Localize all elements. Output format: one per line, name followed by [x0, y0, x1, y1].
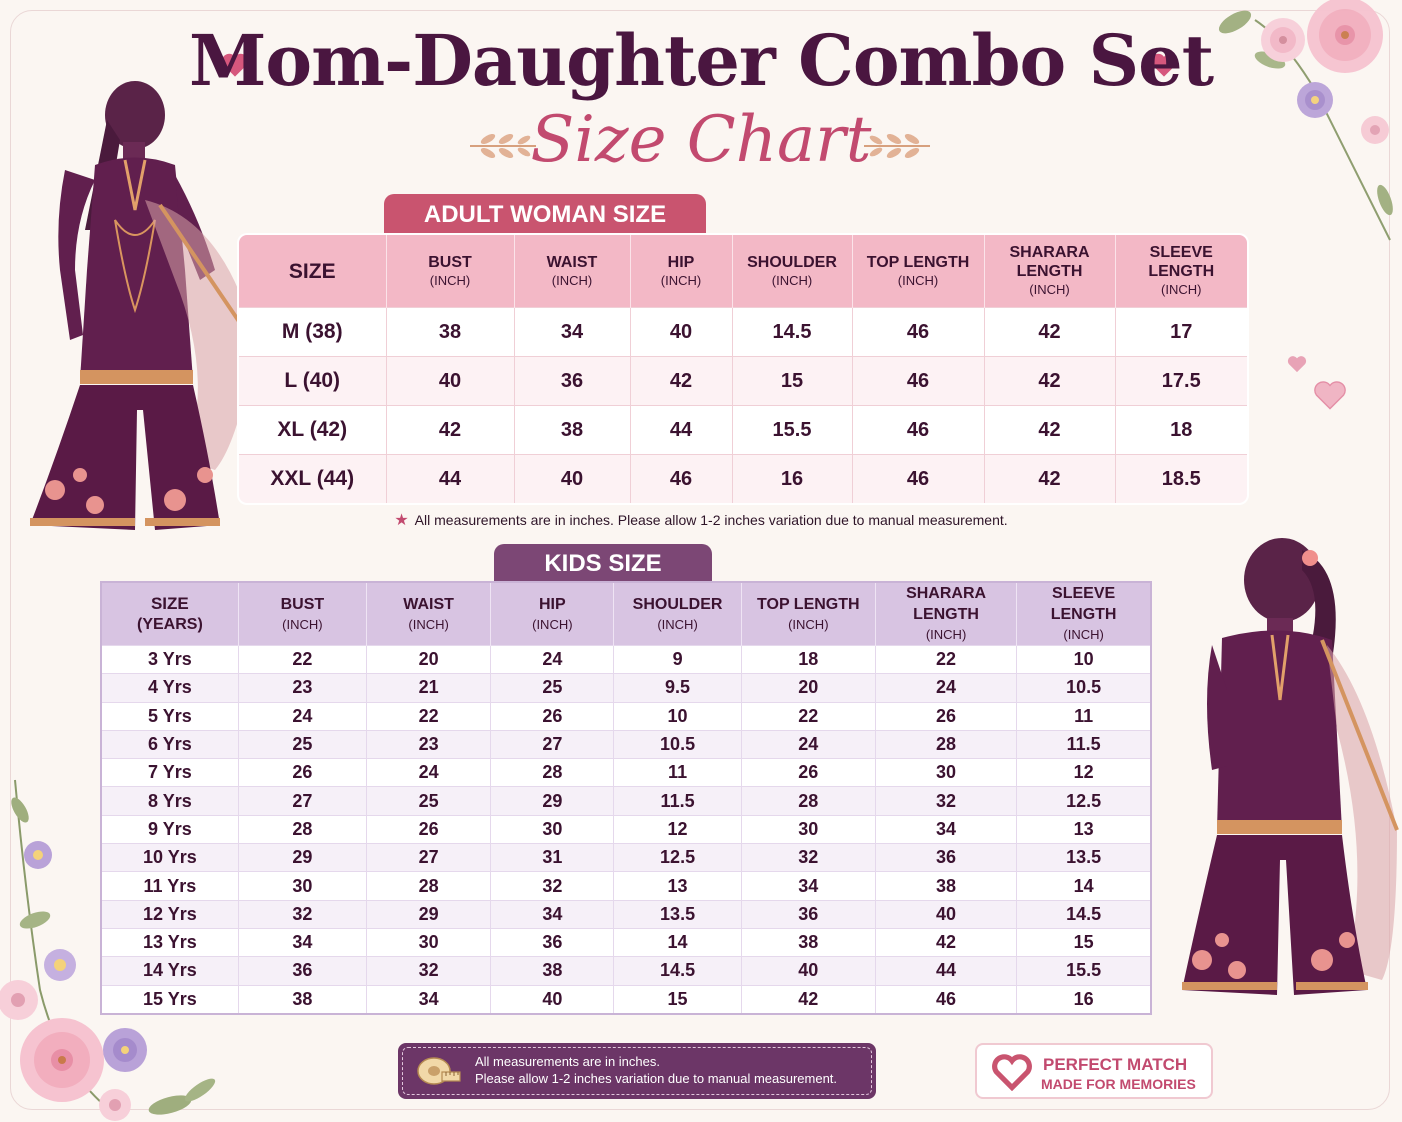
kids-size-cell: 11 Yrs [101, 872, 238, 900]
adult-value-cell: 46 [852, 357, 984, 406]
leaf-sprig-icon [468, 128, 538, 164]
kids-value-cell: 16 [1017, 985, 1151, 1014]
adult-value-cell: 17.5 [1115, 357, 1248, 406]
kids-value-cell: 26 [366, 815, 490, 843]
adult-value-cell: 42 [386, 406, 514, 455]
kids-size-cell: 6 Yrs [101, 730, 238, 758]
adult-section-label: ADULT WOMAN SIZE [384, 194, 706, 234]
badge-subtitle: MADE FOR MEMORIES [1041, 1076, 1196, 1092]
kids-value-cell: 40 [875, 900, 1016, 928]
kids-value-cell: 25 [491, 674, 614, 702]
adult-value-cell: 46 [852, 308, 984, 357]
adult-size-cell: XXL (44) [238, 455, 386, 505]
kids-value-cell: 11.5 [1017, 730, 1151, 758]
kids-value-cell: 14 [614, 928, 741, 956]
adult-value-cell: 42 [630, 357, 732, 406]
kids-size-cell: 5 Yrs [101, 702, 238, 730]
kids-value-cell: 42 [741, 985, 875, 1014]
kids-size-cell: 9 Yrs [101, 815, 238, 843]
kids-value-cell: 18 [741, 646, 875, 674]
adult-measurement-note: ★ All measurements are in inches. Please allow 1-2 inches variation due to manual measurement. [394, 512, 1008, 529]
adult-value-cell: 46 [852, 406, 984, 455]
kids-value-cell: 32 [238, 900, 366, 928]
kids-col-top-length: TOP LENGTH (INCH) [741, 582, 875, 646]
kids-value-cell: 15.5 [1017, 957, 1151, 985]
kids-value-cell: 15 [614, 985, 741, 1014]
adult-value-cell: 42 [984, 406, 1115, 455]
adult-value-cell: 40 [630, 308, 732, 357]
kids-size-cell: 8 Yrs [101, 787, 238, 815]
kids-value-cell: 14 [1017, 872, 1151, 900]
kids-value-cell: 27 [238, 787, 366, 815]
kids-value-cell: 28 [491, 759, 614, 787]
kids-value-cell: 32 [491, 872, 614, 900]
adult-col-sleeve-length: SLEEVE LENGTH (INCH) [1115, 234, 1248, 308]
kids-table-row [101, 702, 1151, 730]
kids-value-cell: 24 [238, 702, 366, 730]
kids-value-cell: 34 [238, 928, 366, 956]
kids-value-cell: 11 [1017, 702, 1151, 730]
kids-col-waist: WAIST (INCH) [366, 582, 490, 646]
kids-value-cell: 29 [491, 787, 614, 815]
adult-value-cell: 16 [732, 455, 852, 505]
kids-value-cell: 23 [366, 730, 490, 758]
kids-table-row [101, 759, 1151, 787]
kids-value-cell: 38 [741, 928, 875, 956]
kids-value-cell: 13 [614, 872, 741, 900]
kids-size-cell: 10 Yrs [101, 844, 238, 872]
kids-col-size: SIZE (YEARS) [101, 582, 238, 646]
kids-value-cell: 10 [614, 702, 741, 730]
kids-value-cell: 12 [1017, 759, 1151, 787]
kids-value-cell: 12.5 [614, 844, 741, 872]
kids-table-row [101, 787, 1151, 815]
adult-value-cell: 14.5 [732, 308, 852, 357]
kids-value-cell: 15 [1017, 928, 1151, 956]
kids-value-cell: 28 [238, 815, 366, 843]
girl-illustration [1172, 530, 1402, 1010]
kids-col-shoulder: SHOULDER (INCH) [614, 582, 741, 646]
kids-table-row [101, 844, 1151, 872]
kids-value-cell: 30 [741, 815, 875, 843]
kids-value-cell: 28 [875, 730, 1016, 758]
note-line-2: Please allow 1-2 inches variation due to manual measurement. [475, 1071, 838, 1086]
adult-col-sharara-length: SHARARA LENGTH (INCH) [984, 234, 1115, 308]
adult-value-cell: 38 [514, 406, 630, 455]
kids-value-cell: 27 [366, 844, 490, 872]
adult-size-cell: XL (42) [238, 406, 386, 455]
perfect-match-badge [975, 1043, 1213, 1099]
adult-col-shoulder: SHOULDER (INCH) [732, 234, 852, 308]
kids-col-bust: BUST (INCH) [238, 582, 366, 646]
kids-value-cell: 38 [491, 957, 614, 985]
kids-table-row [101, 730, 1151, 758]
adult-value-cell: 15.5 [732, 406, 852, 455]
kids-col-hip: HIP (INCH) [491, 582, 614, 646]
kids-value-cell: 42 [875, 928, 1016, 956]
kids-value-cell: 34 [741, 872, 875, 900]
kids-value-cell: 26 [238, 759, 366, 787]
adult-table-row [238, 308, 1248, 357]
kids-value-cell: 46 [875, 985, 1016, 1014]
kids-table-row [101, 872, 1151, 900]
kids-table-row [101, 674, 1151, 702]
kids-value-cell: 40 [741, 957, 875, 985]
kids-value-cell: 13 [1017, 815, 1151, 843]
kids-value-cell: 25 [366, 787, 490, 815]
adult-value-cell: 42 [984, 357, 1115, 406]
kids-value-cell: 12.5 [1017, 787, 1151, 815]
kids-value-cell: 22 [875, 646, 1016, 674]
kids-col-sharara-length: SHARARA LENGTH (INCH) [875, 582, 1016, 646]
kids-value-cell: 10.5 [614, 730, 741, 758]
kids-value-cell: 10.5 [1017, 674, 1151, 702]
kids-value-cell: 38 [238, 985, 366, 1014]
kids-value-cell: 24 [875, 674, 1016, 702]
kids-value-cell: 30 [875, 759, 1016, 787]
kids-value-cell: 14.5 [614, 957, 741, 985]
kids-value-cell: 30 [238, 872, 366, 900]
measuring-tape-icon [416, 1054, 462, 1088]
kids-table-row [101, 985, 1151, 1014]
adult-col-size: SIZE [238, 234, 386, 308]
heart-icon [991, 1053, 1033, 1091]
kids-value-cell: 32 [875, 787, 1016, 815]
kids-value-cell: 22 [366, 702, 490, 730]
kids-size-cell: 4 Yrs [101, 674, 238, 702]
kids-value-cell: 30 [491, 815, 614, 843]
adult-value-cell: 38 [386, 308, 514, 357]
star-icon: ★ [394, 512, 409, 529]
adult-value-cell: 18.5 [1115, 455, 1248, 505]
note-line-1: All measurements are in inches. [475, 1054, 660, 1069]
kids-value-cell: 11 [614, 759, 741, 787]
kids-value-cell: 12 [614, 815, 741, 843]
kids-size-cell: 13 Yrs [101, 928, 238, 956]
page-subtitle: Size Chart [530, 103, 872, 177]
kids-value-cell: 34 [366, 985, 490, 1014]
kids-size-cell: 14 Yrs [101, 957, 238, 985]
kids-value-cell: 36 [238, 957, 366, 985]
page-title: Mom-Daughter Combo Set [188, 19, 1214, 102]
adult-value-cell: 42 [984, 308, 1115, 357]
kids-size-cell: 12 Yrs [101, 900, 238, 928]
adult-value-cell: 42 [984, 455, 1115, 505]
kids-value-cell: 32 [366, 957, 490, 985]
adult-value-cell: 40 [514, 455, 630, 505]
kids-size-table [100, 581, 1152, 1015]
kids-value-cell: 36 [741, 900, 875, 928]
kids-value-cell: 26 [741, 759, 875, 787]
kids-value-cell: 44 [875, 957, 1016, 985]
kids-value-cell: 22 [238, 646, 366, 674]
kids-value-cell: 20 [741, 674, 875, 702]
adult-size-cell: L (40) [238, 357, 386, 406]
kids-value-cell: 34 [875, 815, 1016, 843]
kids-size-cell: 3 Yrs [101, 646, 238, 674]
adult-value-cell: 44 [386, 455, 514, 505]
kids-size-cell: 7 Yrs [101, 759, 238, 787]
adult-value-cell: 36 [514, 357, 630, 406]
kids-value-cell: 13.5 [1017, 844, 1151, 872]
kids-value-cell: 30 [366, 928, 490, 956]
adult-table-row [238, 357, 1248, 406]
kids-value-cell: 29 [366, 900, 490, 928]
measurement-note-banner [398, 1043, 876, 1099]
adult-value-cell: 18 [1115, 406, 1248, 455]
kids-table-row [101, 957, 1151, 985]
kids-value-cell: 27 [491, 730, 614, 758]
adult-size-cell: M (38) [238, 308, 386, 357]
kids-section-label: KIDS SIZE [494, 544, 712, 582]
adult-table-row [238, 455, 1248, 505]
kids-table-row [101, 815, 1151, 843]
adult-col-top-length: TOP LENGTH (INCH) [852, 234, 984, 308]
adult-col-waist: WAIST (INCH) [514, 234, 630, 308]
adult-value-cell: 46 [630, 455, 732, 505]
adult-value-cell: 15 [732, 357, 852, 406]
adult-table-row [238, 406, 1248, 455]
adult-value-cell: 46 [852, 455, 984, 505]
adult-value-cell: 17 [1115, 308, 1248, 357]
kids-size-cell: 15 Yrs [101, 985, 238, 1014]
kids-value-cell: 34 [491, 900, 614, 928]
kids-value-cell: 31 [491, 844, 614, 872]
kids-value-cell: 25 [238, 730, 366, 758]
kids-col-sleeve-length: SLEEVE LENGTH (INCH) [1017, 582, 1151, 646]
kids-table-row [101, 646, 1151, 674]
kids-value-cell: 21 [366, 674, 490, 702]
kids-value-cell: 32 [741, 844, 875, 872]
kids-header-row [101, 582, 1151, 646]
kids-table-row [101, 900, 1151, 928]
kids-value-cell: 36 [491, 928, 614, 956]
kids-value-cell: 28 [741, 787, 875, 815]
leaf-sprig-icon [862, 128, 932, 164]
kids-value-cell: 38 [875, 872, 1016, 900]
kids-value-cell: 22 [741, 702, 875, 730]
heart-icon [1313, 380, 1347, 410]
adult-value-cell: 44 [630, 406, 732, 455]
kids-value-cell: 20 [366, 646, 490, 674]
adult-value-cell: 34 [514, 308, 630, 357]
kids-value-cell: 26 [491, 702, 614, 730]
adult-size-table [237, 233, 1249, 505]
kids-value-cell: 24 [741, 730, 875, 758]
kids-value-cell: 11.5 [614, 787, 741, 815]
kids-value-cell: 10 [1017, 646, 1151, 674]
adult-header-row [238, 234, 1248, 308]
kids-value-cell: 26 [875, 702, 1016, 730]
kids-value-cell: 14.5 [1017, 900, 1151, 928]
kids-value-cell: 9.5 [614, 674, 741, 702]
heart-icon [1287, 355, 1307, 373]
adult-value-cell: 40 [386, 357, 514, 406]
kids-value-cell: 29 [238, 844, 366, 872]
adult-col-hip: HIP (INCH) [630, 234, 732, 308]
badge-title: PERFECT MATCH [1043, 1055, 1188, 1074]
kids-table-row [101, 928, 1151, 956]
kids-value-cell: 9 [614, 646, 741, 674]
adult-col-bust: BUST (INCH) [386, 234, 514, 308]
kids-value-cell: 13.5 [614, 900, 741, 928]
kids-value-cell: 28 [366, 872, 490, 900]
kids-value-cell: 24 [366, 759, 490, 787]
kids-value-cell: 40 [491, 985, 614, 1014]
kids-value-cell: 36 [875, 844, 1016, 872]
kids-value-cell: 24 [491, 646, 614, 674]
kids-value-cell: 23 [238, 674, 366, 702]
